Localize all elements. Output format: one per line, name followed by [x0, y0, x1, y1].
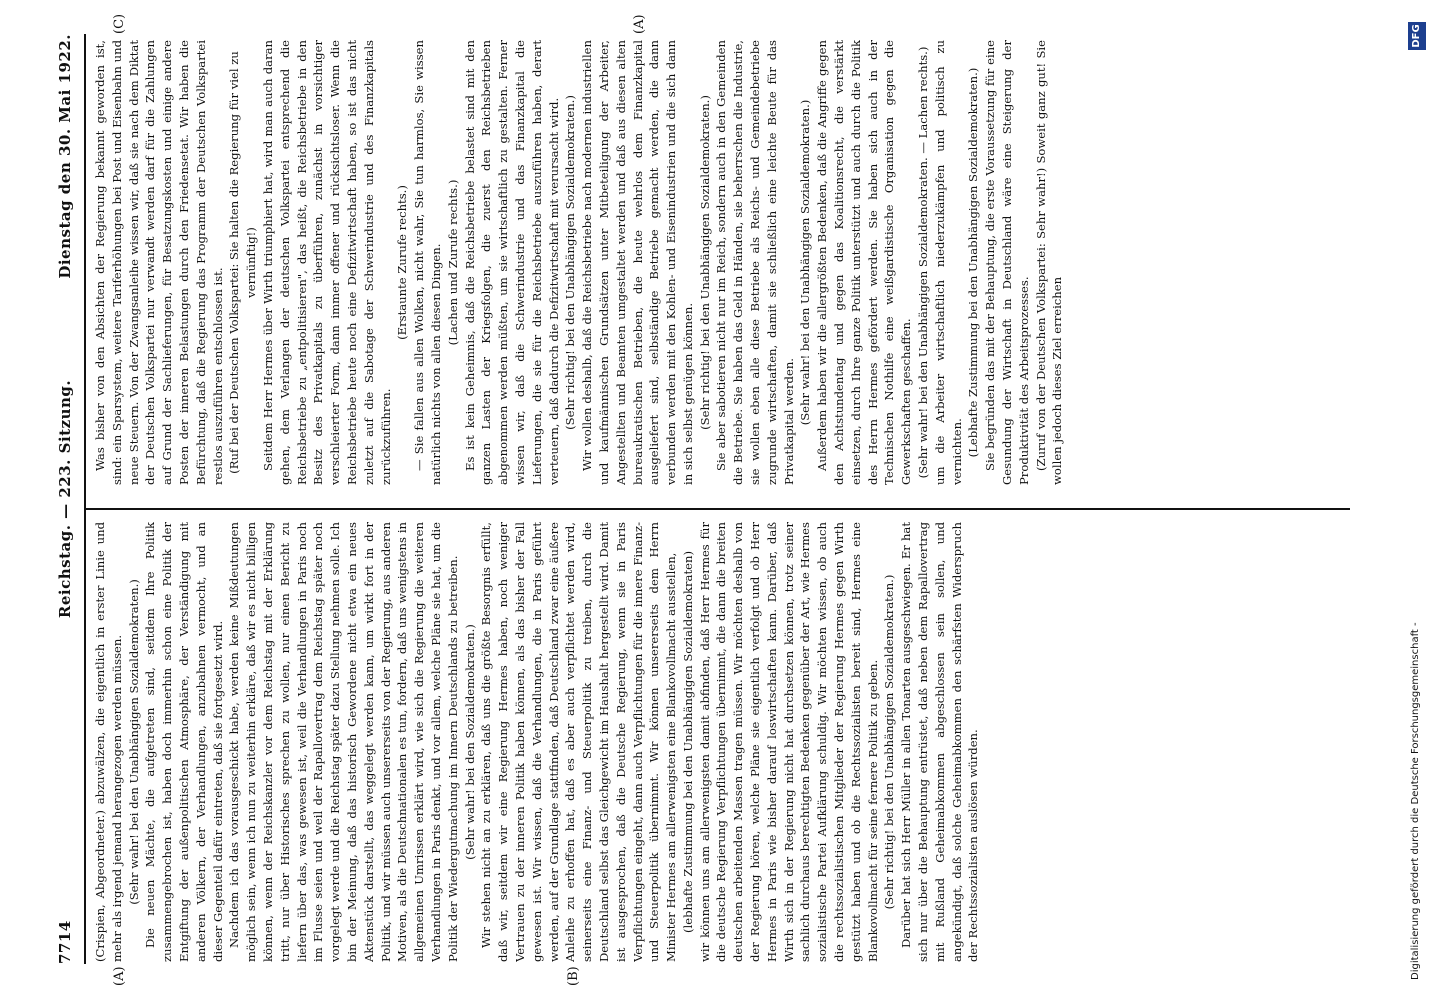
paragraph: Wir wollen deshalb, daß die Reichsbetriebe nach modernen industriellen und kaufmännischen Grundsätzen unter Mitbeteiligung der Arbeiter, Angestellten und Beamten umgestaltet werden und daß aus diesen alten bureaukratischen Betrieben, die heute wehrlos dem Finanzkapital ausgeliefert sind, selbständige Betriebe gemacht werden, die dann verbunden werden mit den Kohlen- und Eisenindustrien und die sich dann in sich selbst genügen können.	[580, 40, 695, 485]
interjection: (Sehr wahr! bei den Sozialdemokraten.)	[462, 624, 477, 860]
right-column	[92, 40, 1342, 485]
interjection: (Sehr wahr! bei den Unabhängigen Sozialdemokraten.)	[126, 579, 141, 905]
left-column	[92, 522, 1342, 962]
interjection: (Sehr richtig! bei den Unabhängigen Sozialdemokraten.)	[882, 574, 897, 910]
interjection: (Sehr richtig! bei den Unabhängigen Sozialdemokraten.)	[563, 95, 578, 430]
paragraph: — Sie fallen aus allen Wolken, nicht wahr, Sie tun harmlos, Sie wissen natürlich nichts von allen diesen Dingen.	[412, 40, 443, 485]
interjection: (Erstaunte Zurufe rechts.)	[395, 185, 410, 340]
page-number: 7714	[56, 920, 74, 964]
paragraph: Was bisher von den Absichten der Regierung bekannt geworden ist, sind: ein Sparsystem, weitere Tariferhöhungen bei Post und Eisenbahn und neue Steuern. Von der Zwangsanleihe wissen wir, daß sie nach dem Diktat der Deutschen Volkspartei nur verwandt werden darf für die Zahlungen auf Grund der Sachlieferungen, für Besatzungskosten und einige andere Posten der inneren Belastungen durch den Friedensetat. Wir haben die Befürchtung, daß die Regierung das Programm der Deutschen Volkspartei restlos auszuführen entschlossen ist.	[93, 40, 225, 485]
paragraph: Wir stehen nicht an zu erklären, daß uns die größte Besorgnis erfüllt, daß wir, seitdem wir eine Regierung Hermes haben, noch weniger Vertrauen zu der inneren Politik haben können, als das bisher der Fall gewesen ist. Wir wissen, daß die Verhandlungen, die in Paris geführt werden, auf der Grundlage stattfinden, daß Deutschland zwar eine äußere Anleihe zu erhoffen hat, daß es aber auch verpflichtet werden wird, seinerseits eine Finanz- und Steuerpolitik zu treiben, durch die Deutschland selbst das Gleichgewicht im Haushalt hergestellt wird. Damit ist ausgesprochen, daß die Deutsche Regierung, wenn sie in Paris Verpflichtungen eingeht, dann auch Verpflichtungen für die innere Finanz- und Steuerpolitik übernimmt. Wir können unsererseits dem Herrn Minister Hermes am allerwenigsten eine Blankovollmacht ausstellen,	[479, 522, 679, 962]
interjection: (Sehr wahr! bei den Unabhängigen Sozialdemokraten. — Lachen rechts.)	[916, 46, 931, 479]
page-header	[56, 34, 80, 964]
interjection: (Ruf bei der Deutschen Volkspartei: Sie halten die Regierung für viel zu vernünftig!)	[227, 51, 259, 474]
column-rule	[84, 508, 1350, 510]
interjection: (lebhafte Zustimmung bei den Unabhängigen Sozialdemokraten)	[680, 551, 695, 933]
session-date: Dienstag den 30. Mai 1922.	[56, 34, 74, 279]
paragraph: Sie begründen das mit der Behauptung, die erste Voraussetzung für eine Gesundung der Wirtschaft in Deutschland wäre eine Steigerung der Produktivität des Arbeitsprozesses.	[983, 40, 1031, 485]
paragraph: Sie aber sabotieren nicht nur im Reich, sondern auch in den Gemeinden die Betriebe. Sie haben das Geld in Händen, sie beherrschen die Industrie, sie wollen eben alle diese Betriebe als Reichs- und Gemeindebetriebe zugrunde wirtschaften, damit sie schließlich eine leichte Beute für das Privatkapital werden.	[714, 40, 796, 485]
interjection: (Sehr richtig! bei den Unabhängigen Sozialdemokraten.)	[697, 95, 712, 430]
paragraph: wir können uns am allerwenigsten damit abfinden, daß Herr Hermes für die deutsche Regierung Verpflichtungen übernimmt, die dann die breiten deutschen arbeitenden Massen tragen müssen. Wir möchten deshalb von der Regierung hören, welche Pläne sie eigentlich verfolgt und ob Herr Hermes in Paris wie bisher darauf loswirtschaften kann. Darüber, daß Wirth sich in der Regierung nicht hat durchsetzen können, trotz seiner sachlich durchaus berechtigten Bedenken gegenüber der Art, wie Hermes sozialistische Partei Aufklärung schuldig. Wir möchten wissen, ob auch die rechtssozialistischen Mitglieder der Regierung Hermes gegen Wirth gestützt haben und ob die Rechtssozialisten bereit sind, Hermes eine Blankovollmacht für seine fernere Politik zu geben.	[697, 522, 880, 962]
header-rule	[84, 34, 86, 964]
digitization-notice	[1404, 0, 1432, 1000]
dfg-logo: DFG	[1408, 22, 1426, 50]
paragraph: Seitdem Herr Hermes über Wirth triumphiert hat, wird man auch daran gehen, dem Verlangen der deutschen Volkspartei entsprechend die Reichsbetriebe zu „entpolitisieren", das heißt, die Reichsbetriebe in den Besitz des Privatkapitals zu überführen, zunächst in vorsichtiger verschleierter Form, dann immer offener und rücksichtsloser. Wenn die Reichsbetriebe heute noch eine Defizitwirtschaft haben, so ist das nicht zuletzt auf die Sabotage der Schwerindustrie und des Finanzkapitals zurückzuführen.	[260, 40, 393, 485]
margin-marker-b-left: (B)	[566, 966, 581, 986]
paragraph: Außerdem haben wir die allergrößten Bedenken, daß die Angriffe gegen den Achtstundentag und gegen das Koalitionsrecht, die verstärkt einsetzen, durch Ihre ganze Politik unterstützt und auch durch die Politik des Herrn Hermes gefördert werden. Sie haben sich auch in der Technischen Nothilfe eine weißgardistische Organisation gegen die Gewerkschaften geschaffen.	[815, 40, 914, 485]
interjection: (Lachen und Zurufe rechts.)	[445, 179, 460, 346]
paragraph: (Zuruf von der Deutschen Volkspartei: Sehr wahr!) Soweit ganz gut! Sie wollen jedoch dieses Ziel erreichen	[1033, 40, 1065, 485]
margin-marker-a-right: (A)	[632, 14, 647, 34]
paragraph: Es ist kein Geheimnis, daß die Reichsbetriebe belastet sind mit den ganzen Lasten der Kriegsfolgen, die zuerst den Reichsbetrieben abgenommen werden müßten, um sie wirtschaftlich zu gestalten. Ferner wissen wir, daß die Schwerindustrie und das Finanzkapital die Lieferungen, die sie für die Reichsbetriebe auszuführen haben, derart verteuern, daß dadurch die Defizitwirtschaft mit verursacht wird.	[462, 40, 561, 485]
paragraph: Nachdem ich das vorausgeschickt habe, werden keine Mißdeutungen möglich sein, wenn ich nun zu weiterhin erkläre, daß wir es nicht billigen können, wenn der Reichskanzler vor dem Reichstag mit der Erklärung tritt, nur über Historisches sprechen zu wollen, nur einen Bericht zu liefern über das, was gewesen ist, weil die Verhandlungen in Paris noch im Flusse seien und weil der Rapallovertrag dem Reichstag später noch vorgelegt werde und die Reichstag später dazu Stellung nehmen solle. Ich bin der Meinung, daß das historisch Gewordene nicht etwa ein neues Aktenstück darstellt, das weggelegt werden kann, um wirkt fort in der Politik, und wir müssen auch unsererseits von der Regierung, aus anderen Motiven, als die Deutschnationalen es tun, fordern, daß uns wenigstens in allgemeinen Umrissen erklärt wird, wie sich die Regierung die weiteren Verhandlungen in Paris denkt, und vor allem, welche Pläne sie hat, um die Politik der Wiedergutmachung im Innern Deutschlands zu betreiben.	[227, 522, 460, 962]
paragraph: (Crispien, Abgeordneter.) abzuwälzen, die eigentlich in erster Linie und mehr als irgend jemand herangezogen werden müssen.	[93, 522, 124, 962]
margin-marker-a-left: (A)	[112, 966, 127, 986]
interjection: (Sehr wahr! bei den Unabhängigen Sozialdemokraten.)	[798, 99, 813, 426]
paragraph: Die neuen Mächte, die aufgetreten sind, seitdem Ihre Politik zusammengebrochen ist, haben doch immerhin schon eine Politik der Entgiftung der außenpolitischen Atmosphäre, der Verständigung mit anderen Völkern, der Verhandlungen, anzubahnen vermocht, und an dieser Gegenteil dafür eintreten, daß sie fortgesetzt wird.	[143, 522, 225, 962]
interjection: (Lebhafte Zustimmung bei den Unabhängigen Sozialdemokraten.)	[966, 67, 981, 458]
margin-marker-c-right: (C)	[112, 13, 127, 34]
running-title: Reichstag. — 223. Sitzung.	[56, 379, 74, 619]
paragraph: Darüber hat sich Herr Müller in allen Tonarten ausgeschwiegen. Er hat sich nur über die Behauptung entrüstet, daß neben dem Rapallovertrag mit Rußland Geheimabkommen abgeschlossen sein sollen, und angekündigt, daß solche Geheimabkommen den schärfsten Widerspruch der Rechtssozialisten auslösen würden.	[899, 522, 981, 962]
paragraph: um die Arbeiter wirtschaftlich niederzukämpfen und politisch zu vernichten.	[932, 40, 964, 485]
digitization-notice-text: Digitalisierung gefördert durch die Deutsche Forschungsgemeinschaft -	[1410, 622, 1421, 980]
